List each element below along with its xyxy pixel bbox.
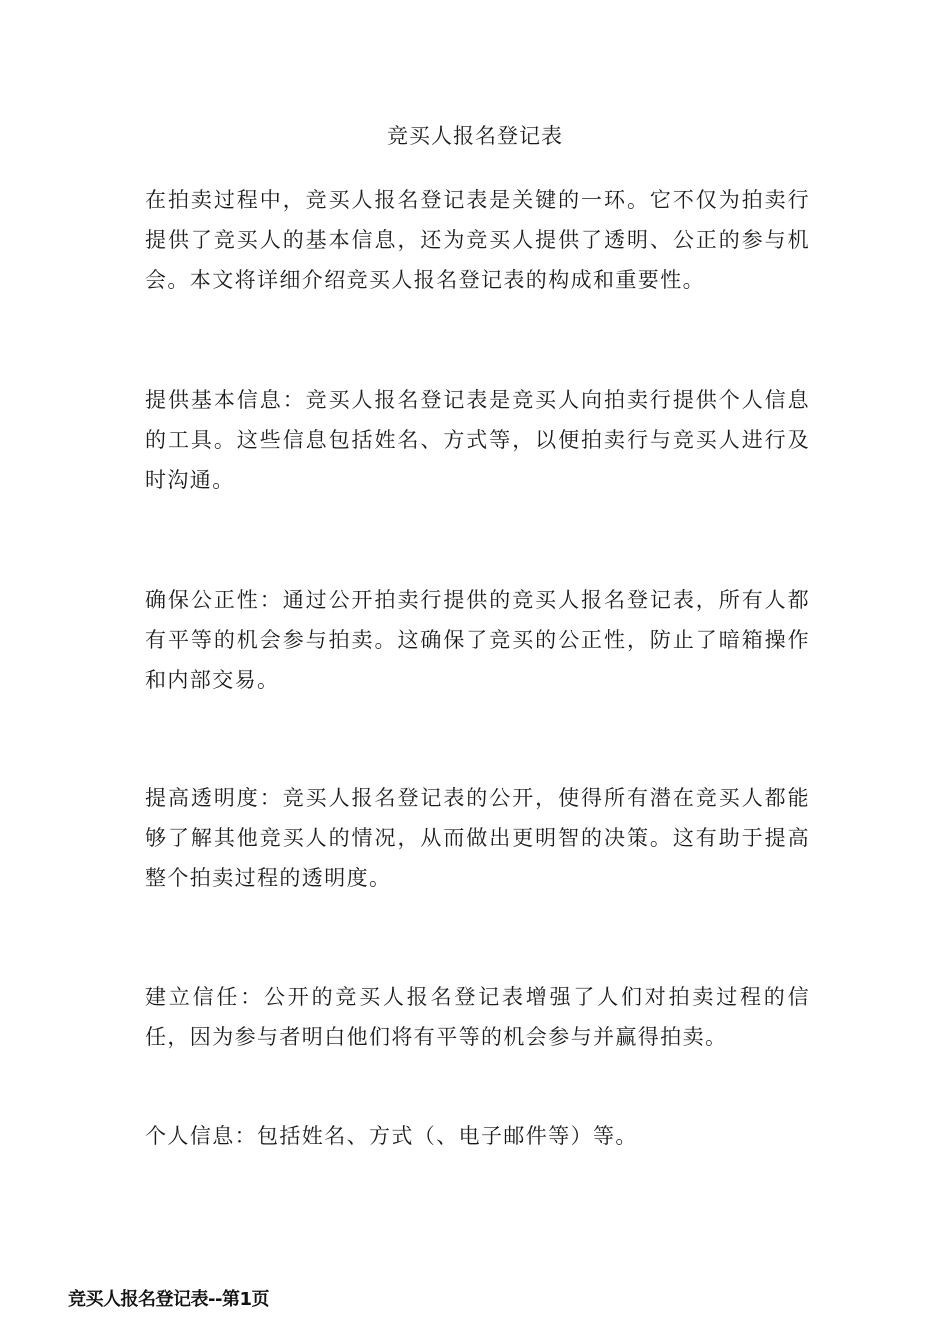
- paragraph-intro: 在拍卖过程中，竞买人报名登记表是关键的一环。它不仅为拍卖行提供了竞买人的基本信息，还为竞买人提供了透明、公正的参与机会。本文将详细介绍竞买人报名登记表的构成和重要性。: [145, 188, 810, 292]
- document-title: 竞买人报名登记表: [387, 124, 563, 148]
- page-footer: 竞买人报名登记表--第1页: [68, 1289, 269, 1310]
- paragraph-trust: 建立信任：公开的竞买人报名登记表增强了人们对拍卖过程的信任，因为参与者明白他们将有平等的机会参与并赢得拍卖。: [145, 985, 810, 1049]
- paragraph-transparency: 提高透明度：竞买人报名登记表的公开，使得所有潜在竞买人都能够了解其他竞买人的情况，从而做出更明智的决策。这有助于提高整个拍卖过程的透明度。: [145, 786, 810, 890]
- paragraph-fairness: 确保公正性：通过公开拍卖行提供的竞买人报名登记表，所有人都有平等的机会参与拍卖。这确保了竞买的公正性，防止了暗箱操作和内部交易。: [145, 588, 810, 692]
- paragraph-basic-info: 提供基本信息：竞买人报名登记表是竞买人向拍卖行提供个人信息的工具。这些信息包括姓名、方式等，以便拍卖行与竞买人进行及时沟通。: [145, 388, 810, 492]
- paragraph-personal-info: 个人信息：包括姓名、方式（、电子邮件等）等。: [145, 1124, 638, 1148]
